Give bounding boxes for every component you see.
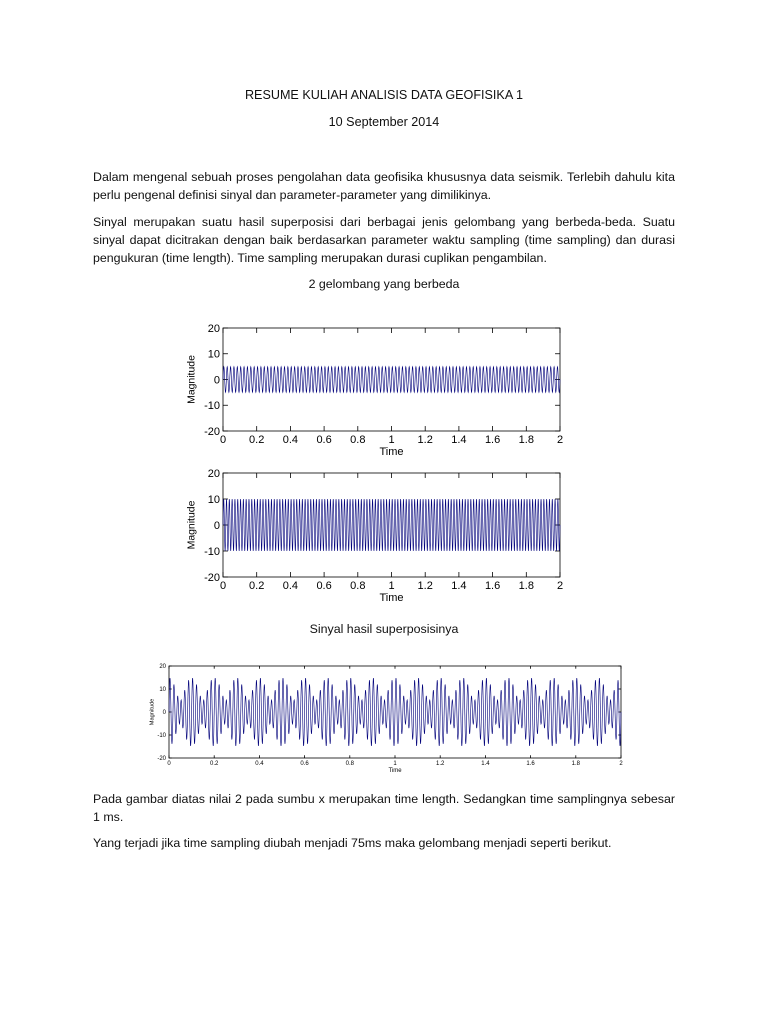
x-tick-label: 0.6 [300,761,309,767]
x-tick-label: 0.2 [210,761,219,767]
y-tick-label: 20 [159,664,166,671]
caption-superposition: Sinyal hasil superposisinya [309,622,459,636]
y-tick-label: 10 [159,687,166,694]
x-tick-label: 2 [556,580,564,592]
x-tick-label: 1.4 [451,580,467,592]
wave-plot-2 [180,463,575,608]
y-tick-label: 10 [207,493,220,506]
x-tick-label: 1.6 [484,434,501,446]
x-tick-label: 0 [167,761,171,767]
x-tick-label: 1.2 [436,761,445,767]
y-tick-label: 0 [213,374,220,387]
x-tick-label: 0.4 [282,580,299,592]
x-tick-label: 0.8 [350,434,366,446]
x-tick-label: 1 [388,580,395,592]
x-axis-label: Time [379,592,404,604]
x-tick-label: 1.2 [417,580,433,592]
y-axis-label: Magnitude [149,698,156,726]
page-title: RESUME KULIAH ANALISIS DATA GEOFISIKA 1 [244,88,524,102]
paragraph-time-sampling-change: Yang terjadi jika time sampling diubah menjadi 75ms maka gelombang menjadi seperti berikut. [93,836,612,850]
y-tick-label: -10 [157,733,166,740]
x-tick-label: 1.2 [417,434,433,446]
y-tick-label: 0 [213,519,220,532]
y-tick-label: 20 [207,322,220,335]
x-tick-label: 1.8 [518,580,534,592]
x-tick-label: 2 [556,434,564,446]
x-tick-label: 1.6 [526,761,535,767]
x-tick-label: 1 [393,761,397,767]
x-tick-label: 1.4 [481,761,490,767]
x-tick-label: 1.4 [451,434,467,446]
x-tick-label: 0.2 [249,434,265,446]
wave-plot-1 [180,318,575,463]
paragraph-intro: Dalam mengenal sebuah proses pengolahan data geofisika khususnya data seismik. Terlebih dahulu kita perlu pengenal definisi sinyal dan parameter-parameter yang dimilikinya. [93,170,675,202]
x-tick-label: 1.8 [518,434,534,446]
x-tick-label: 1.8 [571,761,580,767]
y-axis-label: Magnitude [186,500,198,550]
x-tick-label: 0.2 [249,580,265,592]
x-tick-label: 1 [388,434,395,446]
y-tick-label: 20 [207,467,220,480]
x-tick-label: 2 [619,761,623,767]
y-tick-label: 0 [162,710,166,717]
x-tick-label: 0.8 [345,761,354,767]
paragraph-time-length: Pada gambar diatas nilai 2 pada sumbu x merupakan time length. Sedangkan time samplingnya sebesar 1 ms. [93,792,675,824]
page-date: 10 September 2014 [328,115,440,129]
y-tick-label: -20 [157,756,166,763]
x-tick-label: 0 [219,580,227,592]
x-axis-label: Time [379,446,404,458]
x-tick-label: 0 [219,434,227,446]
y-axis-label: Magnitude [186,355,198,404]
y-tick-label: -20 [204,571,220,584]
caption-two-waves: 2 gelombang yang berbeda [308,277,460,291]
x-tick-label: 0.4 [255,761,264,767]
y-tick-label: -20 [204,425,220,438]
superposition-plot [140,660,635,778]
y-tick-label: 10 [207,348,220,361]
x-axis-label: Time [388,768,402,774]
x-tick-label: 0.6 [316,434,332,446]
y-tick-label: -10 [204,400,220,413]
x-tick-label: 0.4 [282,434,299,446]
x-tick-label: 1.6 [484,580,501,592]
x-tick-label: 0.6 [316,580,332,592]
x-tick-label: 0.8 [350,580,366,592]
paragraph-signal-definition: Sinyal merupakan suatu hasil superposisi dari berbagai jenis gelombang yang berbeda-beda. Suatu sinyal dapat dicitrakan dengan baik berdasarkan parameter waktu sampling (time sampling) dan durasi pengukuran (time length). Time sampling merupakan durasi cuplikan pengambilan. [93,215,675,265]
y-tick-label: -10 [204,545,220,558]
